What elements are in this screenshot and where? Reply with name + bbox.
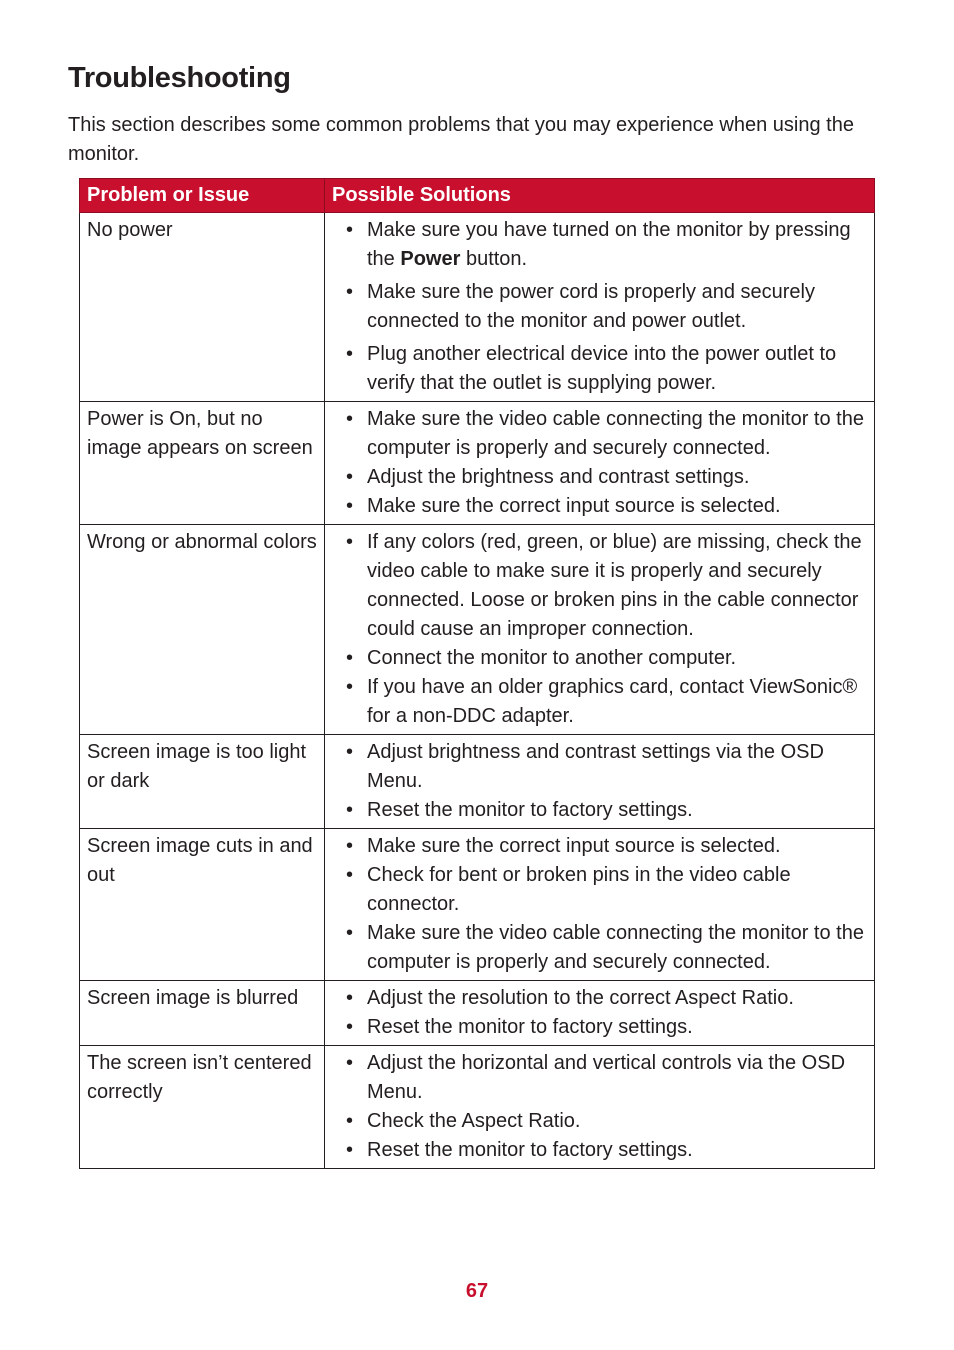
- problem-cell: Screen image is blurred: [80, 981, 325, 1046]
- problem-cell: Screen image is too light or dark: [80, 735, 325, 829]
- solution-list: [332, 216, 868, 398]
- table-row: [80, 525, 875, 735]
- solution-item: • Reset the monitor to factory settings.: [342, 1013, 868, 1042]
- intro-text: This section describes some common problems that you may experience when using the monitor.: [68, 114, 854, 165]
- solution-item: [342, 216, 868, 274]
- solutions-cell: [325, 735, 875, 829]
- problem-cell: Screen image cuts in and out: [80, 829, 325, 981]
- header-problem: Problem or Issue: [80, 179, 325, 213]
- table-row: [80, 1046, 875, 1169]
- solution-item: • Check for bent or broken pins in the video cable connector.: [342, 861, 868, 919]
- header-solutions: Possible Solutions: [325, 179, 875, 213]
- solution-text: button.: [460, 248, 528, 270]
- table-header-row: [80, 179, 875, 213]
- solution-item: • Connect the monitor to another computer.: [342, 644, 868, 673]
- solution-item: • Make sure the power cord is properly and securely connected to the monitor and power outlet.: [342, 278, 868, 336]
- solution-item: • Reset the monitor to factory settings.: [342, 796, 868, 825]
- solution-item: • If any colors (red, green, or blue) are missing, check the video cable to make sure it is properly and securely connected. Loose or broken pins in the cable connector could cause an improper connection.: [342, 528, 868, 644]
- power-button-label: Power: [400, 248, 461, 270]
- solution-item: • Make sure the video cable connecting the monitor to the computer is properly and securely connected.: [342, 919, 868, 977]
- problem-cell: Wrong or abnormal colors: [80, 525, 325, 735]
- solutions-cell: [325, 213, 875, 402]
- problem-cell: Power is On, but no image appears on screen: [80, 402, 325, 525]
- solution-item: • Adjust the brightness and contrast settings.: [342, 463, 868, 492]
- solutions-cell: [325, 525, 875, 735]
- table-row: [80, 213, 875, 402]
- solutions-cell: [325, 402, 875, 525]
- problem-cell: The screen isn’t centered correctly: [80, 1046, 325, 1169]
- solution-list: [332, 528, 868, 731]
- solution-item: • Make sure the correct input source is selected.: [342, 832, 868, 861]
- solution-item: • Adjust brightness and contrast settings via the OSD Menu.: [342, 738, 868, 796]
- troubleshooting-table: [79, 178, 875, 1169]
- solution-item: • Make sure the video cable connecting the monitor to the computer is properly and securely connected.: [342, 405, 868, 463]
- solution-item: • Adjust the resolution to the correct Aspect Ratio.: [342, 984, 868, 1013]
- table-row: [80, 981, 875, 1046]
- solution-list: [332, 832, 868, 977]
- solution-list: [332, 984, 868, 1042]
- solutions-cell: [325, 829, 875, 981]
- problem-cell: No power: [80, 213, 325, 402]
- page-number: 67: [465, 1280, 489, 1302]
- table-row: [80, 829, 875, 981]
- solutions-cell: [325, 981, 875, 1046]
- solution-item: • Reset the monitor to factory settings.: [342, 1136, 868, 1165]
- solution-list: [332, 405, 868, 521]
- solutions-cell: [325, 1046, 875, 1169]
- solution-text: Make sure you have turned on the monitor by pressing the: [367, 219, 851, 270]
- solution-item: • Make sure the correct input source is selected.: [342, 492, 868, 521]
- page-title: Troubleshooting: [68, 62, 291, 94]
- solution-item: • Adjust the horizontal and vertical controls via the OSD Menu.: [342, 1049, 868, 1107]
- table-row: [80, 402, 875, 525]
- solution-list: [332, 1049, 868, 1165]
- solution-item: • If you have an older graphics card, contact ViewSonic® for a non-DDC adapter.: [342, 673, 868, 731]
- solution-list: [332, 738, 868, 825]
- solution-item: • Check the Aspect Ratio.: [342, 1107, 868, 1136]
- solution-item: • Plug another electrical device into the power outlet to verify that the outlet is supplying power.: [342, 340, 868, 398]
- table-row: [80, 735, 875, 829]
